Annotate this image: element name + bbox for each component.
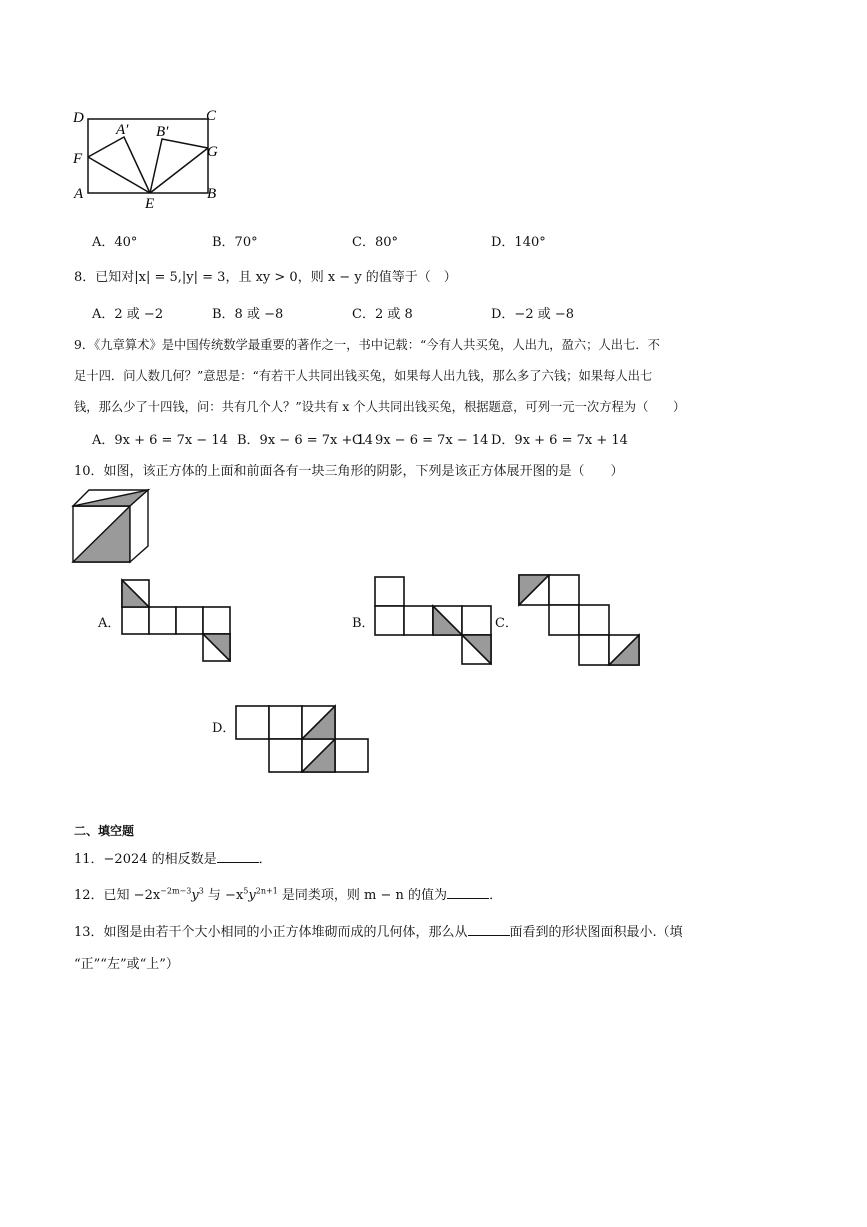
label-G: G — [207, 144, 218, 160]
q12-exp-3: 5 — [243, 886, 249, 896]
q13-text-start: 13．如图是由若干个大小相同的小正方体堆砌而成的几何体，那么从 — [74, 925, 468, 940]
q7-option-a: A．40° — [92, 235, 138, 250]
q9-option-b: B．9x − 6 = 7x + 14 — [237, 433, 374, 448]
net-a — [120, 578, 232, 662]
q8-option-c: C．2 或 8 — [352, 307, 413, 322]
rectangle-fold-figure — [68, 104, 228, 216]
q13-answer-blank[interactable] — [468, 923, 510, 936]
section-title: 二、填空题 — [74, 824, 135, 838]
question-12 — [74, 884, 502, 903]
q12-text-start: 12．已知 −2x — [74, 888, 161, 903]
label-F: F — [73, 151, 83, 167]
question-9-line-3: 钱，那么少了十四钱，问：共有几个人？”设共有 x 个人共同出钱买兔，根据题意，可列一元一次方程为（ ） — [74, 400, 686, 414]
q8-option-a: A．2 或 −2 — [92, 307, 164, 322]
shaded-cube-figure — [70, 488, 152, 564]
q8-option-b: B．8 或 −8 — [212, 307, 284, 322]
question-11 — [74, 848, 272, 867]
q12-y2: y — [248, 888, 256, 903]
q12-y1: y — [191, 888, 199, 903]
question-10: 10．如图，该正方体的上面和前面各有一块三角形的阴影，下列是该正方体展开图的是（ ） — [74, 464, 624, 479]
q10-option-d-label: D． — [212, 721, 236, 736]
q12-period: ． — [489, 888, 503, 903]
q12-exp-1: −2m−3 — [160, 886, 192, 896]
label-B: B — [207, 186, 217, 202]
q9-option-c: C．9x − 6 = 7x − 14 — [352, 433, 489, 448]
question-13-line-1 — [74, 921, 683, 940]
question-9-line-2: 足十四．问人数几何？”意思是：“有若干人共同出钱买兔，如果每人出九钱，那么多了六钱；如果每人出七 — [74, 369, 653, 383]
q13-text-end: 面看到的形状图面积最小.（填 — [509, 925, 683, 940]
q9-option-a: A．9x + 6 = 7x − 14 — [92, 433, 228, 448]
q12-answer-blank[interactable] — [447, 886, 489, 899]
q10-option-c-label: C． — [495, 616, 518, 631]
label-A-prime: A′ — [116, 122, 129, 138]
question-13-line-2: “正”“左”或“上”） — [74, 957, 179, 972]
net-d — [234, 704, 370, 776]
q12-text-end: 是同类项，则 m − n 的值为 — [277, 888, 448, 903]
q11-text: 11．−2024 的相反数是 — [74, 852, 217, 867]
q10-option-a-label: A． — [98, 616, 121, 631]
q11-answer-blank[interactable] — [217, 850, 259, 863]
net-b — [373, 575, 495, 665]
label-A: A — [74, 186, 84, 202]
net-c — [517, 573, 641, 667]
question-9-line-1: 9．《九章算术》是中国传统数学最重要的著作之一，书中记载：“今有人共买兔，人出九，盈六；人出七．不 — [74, 338, 660, 352]
label-E: E — [145, 196, 155, 212]
q12-exp-2: 3 — [198, 886, 204, 896]
q7-option-c: C．80° — [352, 235, 398, 250]
q8-option-d: D．−2 或 −8 — [491, 307, 575, 322]
q11-end: ． — [258, 852, 272, 867]
q7-option-b: B．70° — [212, 235, 258, 250]
q7-option-d: D．140° — [491, 235, 546, 250]
q12-exp-4: 2n+1 — [255, 886, 278, 896]
q10-option-b-label: B． — [352, 616, 375, 631]
label-D: D — [73, 110, 84, 126]
label-B-prime: B′ — [156, 124, 169, 140]
q12-text-mid: 与 −x — [203, 888, 244, 903]
q9-option-d: D．9x + 6 = 7x + 14 — [491, 433, 628, 448]
question-8: 8．已知对|x| = 5,|y| = 3，且 xy > 0，则 x − y 的值等于（ ） — [74, 270, 457, 285]
label-C: C — [206, 108, 217, 124]
